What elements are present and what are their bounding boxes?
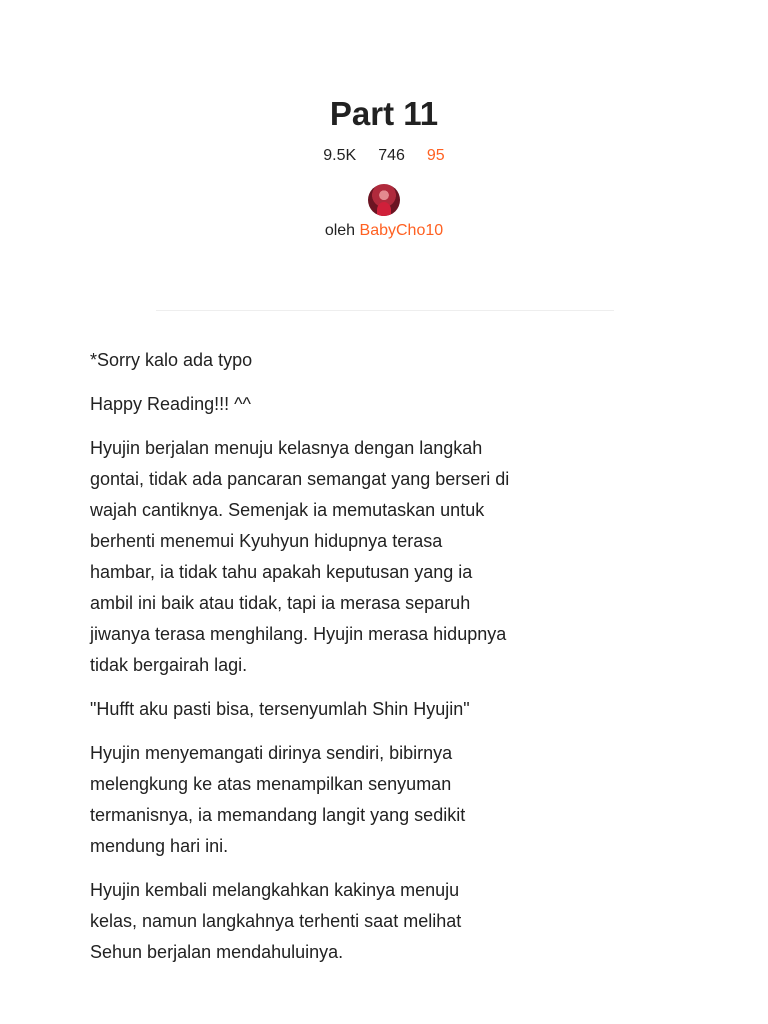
byline-prefix: oleh (324, 222, 356, 239)
byline (325, 221, 443, 241)
paragraph: "Hufft aku pasti bisa, tersenyumlah Shin Hyujin" (90, 699, 470, 719)
author-avatar[interactable] (368, 184, 400, 216)
paragraph: *Sorry kalo ada typo (90, 350, 253, 370)
paragraph: Hyujin menyemangati dirinya sendiri, bibirnya melengkung ke atas menampilkan senyuman termanisnya, ia memandang langit yang sedikit mendung hari ini. (90, 743, 466, 856)
author-block (0, 184, 768, 241)
reads-count: 9.5K (323, 147, 357, 164)
paragraph: Hyujin berjalan menuju kelasnya dengan langkah gontai, tidak ada pancaran semangat yang berseri di wajah cantiknya. Semenjak ia memutaskan untuk berhenti menemui Kyuhyun hidupnya terasa hambar, ia tidak tahu apakah keputusan yang ia ambil ini baik atau tidak, tapi ia merasa separuh jiwanya terasa menghilang. Hyujin merasa hidupnya tidak bergairah lagi. (90, 438, 510, 675)
votes-count: 746 (378, 147, 405, 164)
paragraph: Happy Reading!!! ^^ (90, 394, 251, 414)
author-link[interactable]: BabyCho10 (359, 222, 444, 239)
comments-count[interactable]: 95 (426, 147, 445, 164)
header-divider (156, 310, 614, 311)
story-content (90, 345, 510, 981)
story-stats (0, 146, 768, 166)
part-title: Part 11 (329, 95, 439, 132)
paragraph: Hyujin kembali melangkahkan kakinya menuju kelas, namun langkahnya terhenti saat melihat Sehun berjalan mendahuluinya. (90, 880, 462, 962)
story-header (0, 92, 768, 241)
